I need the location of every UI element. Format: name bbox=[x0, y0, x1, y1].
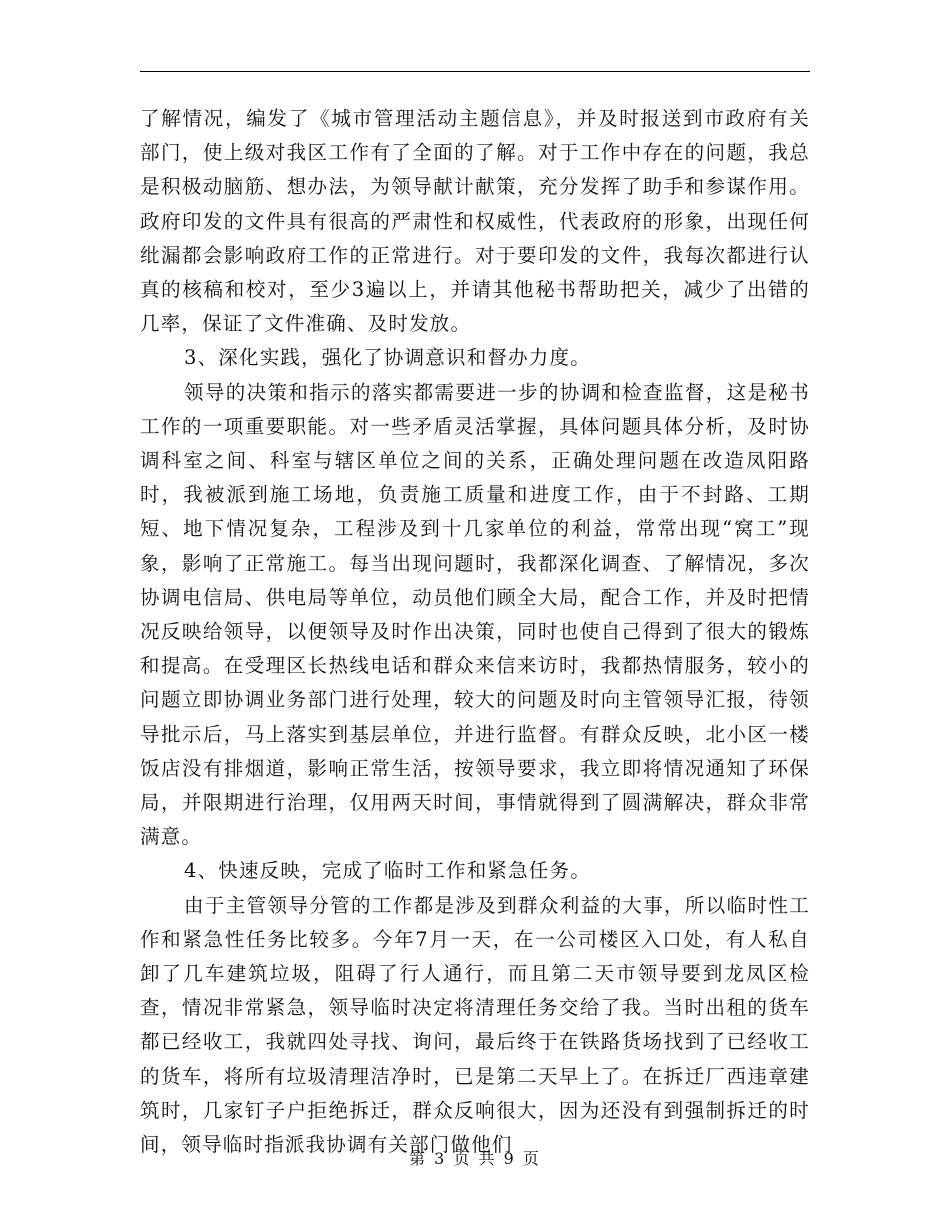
section-heading-3: 3、深化实践，强化了协调意识和督办力度。 bbox=[184, 346, 591, 370]
paragraph-continuation: 了解情况，编发了《城市管理活动主题信息》，并及时报送到市政府有关部门，使上级对我区工作有了全面的了解。对于工作中存在的问题，我总是积极动脑筋、想办法，为领导献计献策，充分发挥了助手和参谋作用。政府印发的文件具有很高的严肃性和权威性，代表政府的形象，出现任何纰漏都会影响政府工作的正常进行。对于要印发的文件，我每次都进行认真的核稿和校对，至少3遍以上，并请其他秘书帮助把关，减少了出错的几率，保证了文件准确、及时发放。 bbox=[140, 107, 810, 336]
section-heading-4: 4、快速反映，完成了临时工作和紧急任务。 bbox=[184, 859, 591, 883]
page-number-footer: 第 3 页 共 9 页 bbox=[409, 1149, 541, 1168]
header-rule bbox=[140, 71, 810, 72]
paragraph-coordination: 领导的决策和指示的落实都需要进一步的协调和检查监督，这是秘书工作的一项重要职能。对一些矛盾灵活掌握，具体问题具体分析，及时协调科室之间、科室与辖区单位之间的关系，正确处理问题在改造凤阳路时，我被派到施工场地，负责施工质量和进度工作，由于不封路、工期短、地下情况复杂，工程涉及到十几家单位的利益，常常出现“窝工”现象，影响了正常施工。每当出现问题时，我都深化调查、了解情况，多次协调电信局、供电局等单位，动员他们顾全大局，配合工作，并及时把情况反映给领导，以便领导及时作出决策，同时也使自己得到了很大的锻炼和提高。在受理区长热线电话和群众来信来访时，我都热情服务，较小的问题立即协调业务部门进行处理，较大的问题及时向主管领导汇报，待领导批示后，马上落实到基层单位，并进行监督。有群众反映，北小区一楼饭店没有排烟道，影响正常生活，按领导要求，我立即将情况通知了环保局，并限期进行治理，仅用两天时间，事情就得到了圆满解决，群众非常满意。 bbox=[140, 380, 810, 849]
paragraph-urgent-tasks: 由于主管领导分管的工作都是涉及到群众利益的大事，所以临时性工作和紧急性任务比较多。今年7月一天，在一公司楼区入口处，有人私自卸了几车建筑垃圾，阻碍了行人通行，而且第二天市领导要到龙凤区检查，情况非常紧急，领导临时决定将清理任务交给了我。当时出租的货车都已经收工，我就四处寻找、询问，最后终于在铁路货场找到了已经收工的货车，将所有垃圾清理洁净时，已是第二天早上了。在拆迁厂西违章建筑时，几家钉子户拒绝拆迁，群众反响很大，因为还没有到强制拆迁的时间，领导临时指派我协调有关部门做他们 bbox=[140, 893, 810, 1157]
document-body bbox=[140, 102, 810, 1162]
